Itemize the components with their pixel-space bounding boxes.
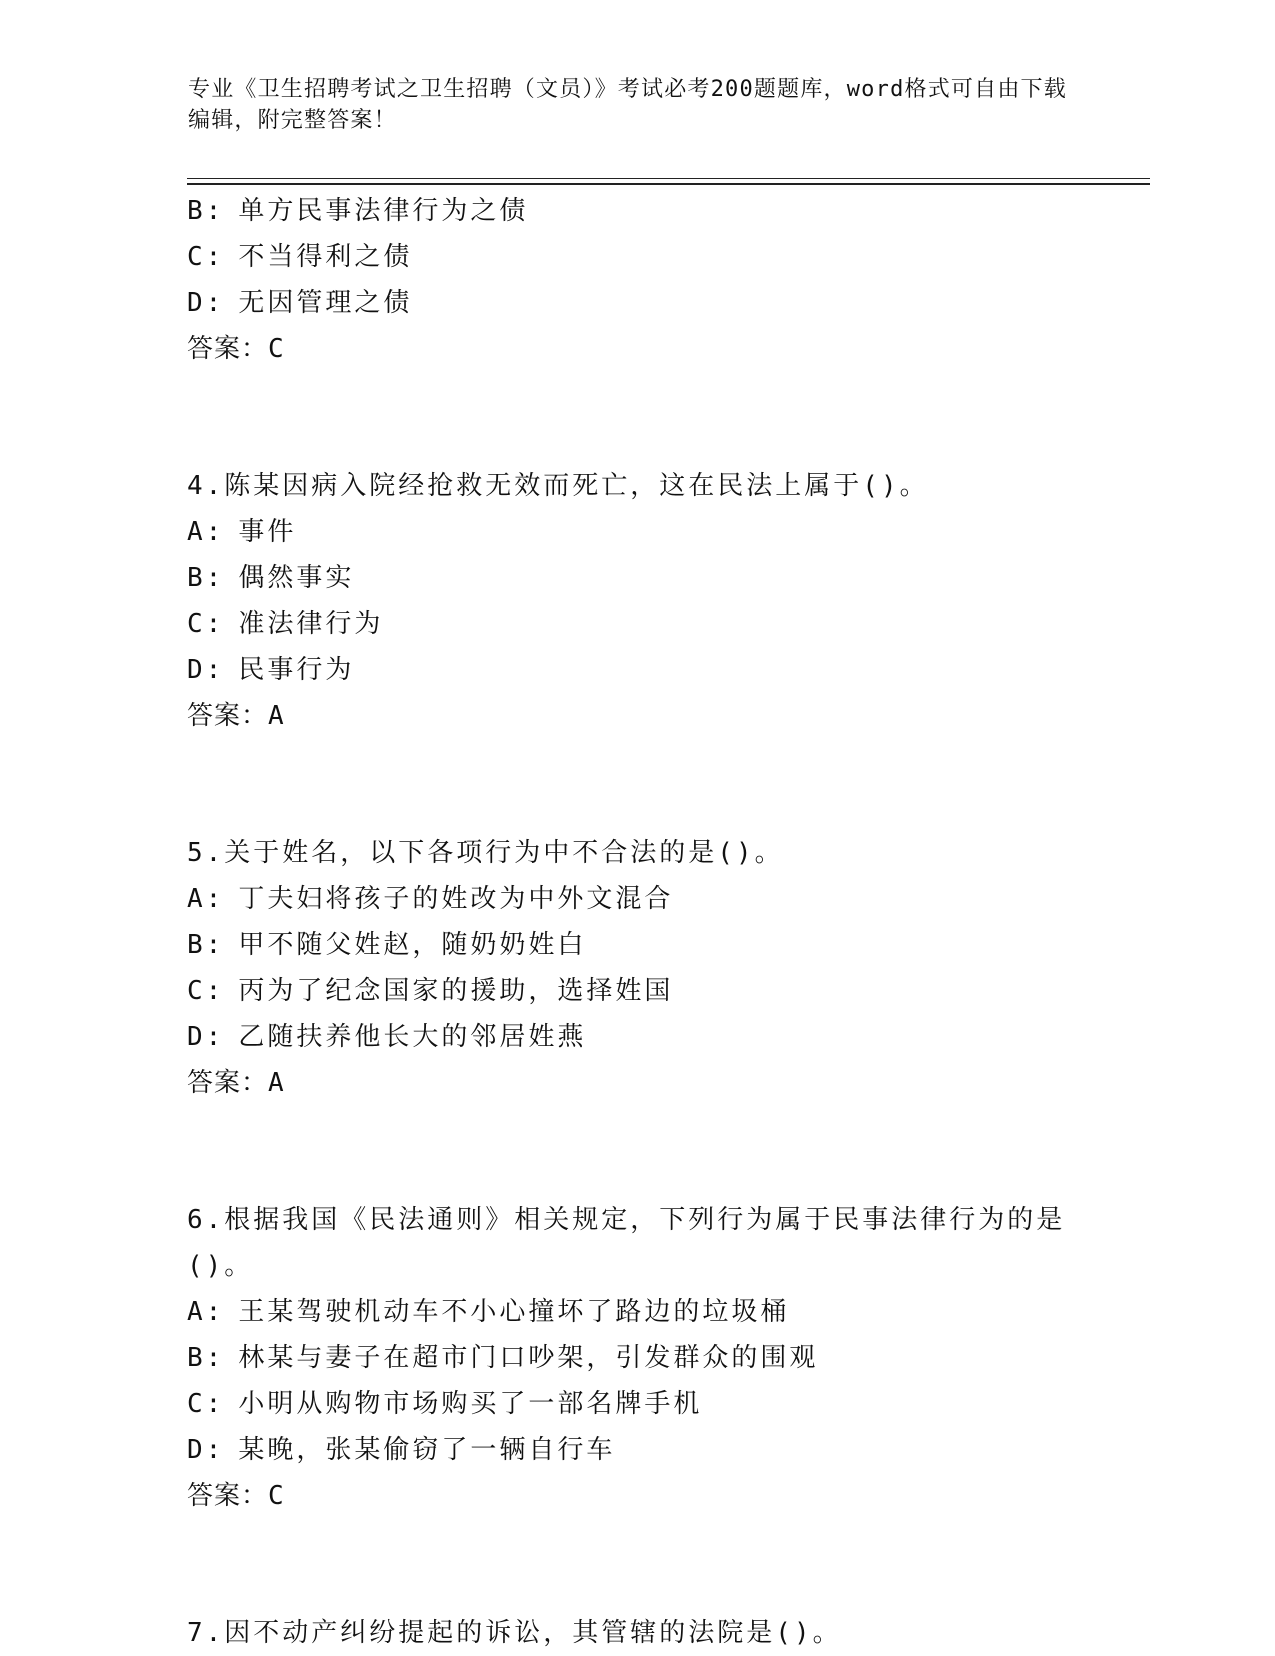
answer-line: 答案：C: [187, 1481, 285, 1511]
option-key: D:: [187, 1022, 225, 1052]
question-3-block: [187, 188, 1147, 372]
option-key: D:: [187, 1435, 225, 1465]
question-text: 7.因不动产纠纷提起的诉讼，其管辖的法院是()。: [187, 1618, 842, 1648]
option-text: 准法律行为: [238, 609, 384, 639]
option-text: 乙随扶养他长大的邻居姓燕: [238, 1022, 587, 1052]
option-key: A:: [187, 884, 225, 914]
option-key: B:: [187, 1343, 225, 1373]
option-text: 林某与妻子在超市门口吵架，引发群众的围观: [238, 1343, 819, 1373]
spacer: [187, 1519, 1147, 1610]
option-b: [187, 188, 1147, 234]
option-d: [187, 1014, 1147, 1060]
header-divider-thick: [187, 183, 1150, 185]
question-text: 4.陈某因病入院经抢救无效而死亡，这在民法上属于()。: [187, 471, 929, 501]
option-text: 无因管理之债: [238, 288, 413, 318]
option-text: 事件: [238, 517, 297, 547]
option-d: [187, 647, 1147, 693]
option-b: [187, 1335, 1147, 1381]
option-key: D:: [187, 288, 225, 318]
option-d: [187, 1427, 1147, 1473]
question-text-continued: ()。: [187, 1251, 254, 1281]
option-d: [187, 280, 1147, 326]
answer-line: 答案：A: [187, 701, 285, 731]
option-text: 甲不随父姓赵，随奶奶姓白: [238, 930, 587, 960]
option-text: 民事行为: [238, 655, 355, 685]
option-key: C:: [187, 242, 225, 272]
option-c: [187, 601, 1147, 647]
header-divider-thin: [187, 178, 1150, 179]
option-text: 王某驾驶机动车不小心撞坏了路边的垃圾桶: [238, 1297, 790, 1327]
option-text: 某晚，张某偷窃了一辆自行车: [238, 1435, 616, 1465]
question-6-block: [187, 1197, 1147, 1519]
option-text: 偶然事实: [238, 563, 355, 593]
option-key: A:: [187, 1297, 225, 1327]
option-text: 小明从购物市场购买了一部名牌手机: [238, 1389, 703, 1419]
option-c: [187, 968, 1147, 1014]
option-c: [187, 234, 1147, 280]
option-text: 不当得利之债: [238, 242, 413, 272]
spacer: [187, 1106, 1147, 1197]
spacer: [187, 739, 1147, 830]
spacer: [187, 372, 1147, 463]
question-4-block: [187, 463, 1147, 739]
option-b: [187, 922, 1147, 968]
document-header: 专业《卫生招聘考试之卫生招聘（文员）》考试必考200题题库，word格式可自由下载编辑，附完整答案！: [188, 77, 1067, 133]
question-text: 5.关于姓名，以下各项行为中不合法的是()。: [187, 838, 784, 868]
option-key: C:: [187, 976, 225, 1006]
question-5-block: [187, 830, 1147, 1106]
option-key: A:: [187, 517, 225, 547]
option-a: [187, 509, 1147, 555]
option-b: [187, 555, 1147, 601]
option-key: C:: [187, 609, 225, 639]
option-a: [187, 876, 1147, 922]
option-c: [187, 1381, 1147, 1427]
answer-line: 答案：A: [187, 1068, 285, 1098]
option-key: D:: [187, 655, 225, 685]
question-list: [187, 188, 1147, 1656]
option-key: B:: [187, 563, 225, 593]
answer-line: 答案：C: [187, 334, 285, 364]
option-text: 丙为了纪念国家的援助，选择姓国: [238, 976, 674, 1006]
option-a: [187, 1289, 1147, 1335]
option-key: B:: [187, 930, 225, 960]
option-text: 单方民事法律行为之债: [238, 196, 529, 226]
option-key: C:: [187, 1389, 225, 1419]
option-text: 丁夫妇将孩子的姓改为中外文混合: [238, 884, 674, 914]
option-key: B:: [187, 196, 225, 226]
question-text: 6.根据我国《民法通则》相关规定，下列行为属于民事法律行为的是: [187, 1205, 1066, 1235]
question-7-block: [187, 1610, 1147, 1656]
